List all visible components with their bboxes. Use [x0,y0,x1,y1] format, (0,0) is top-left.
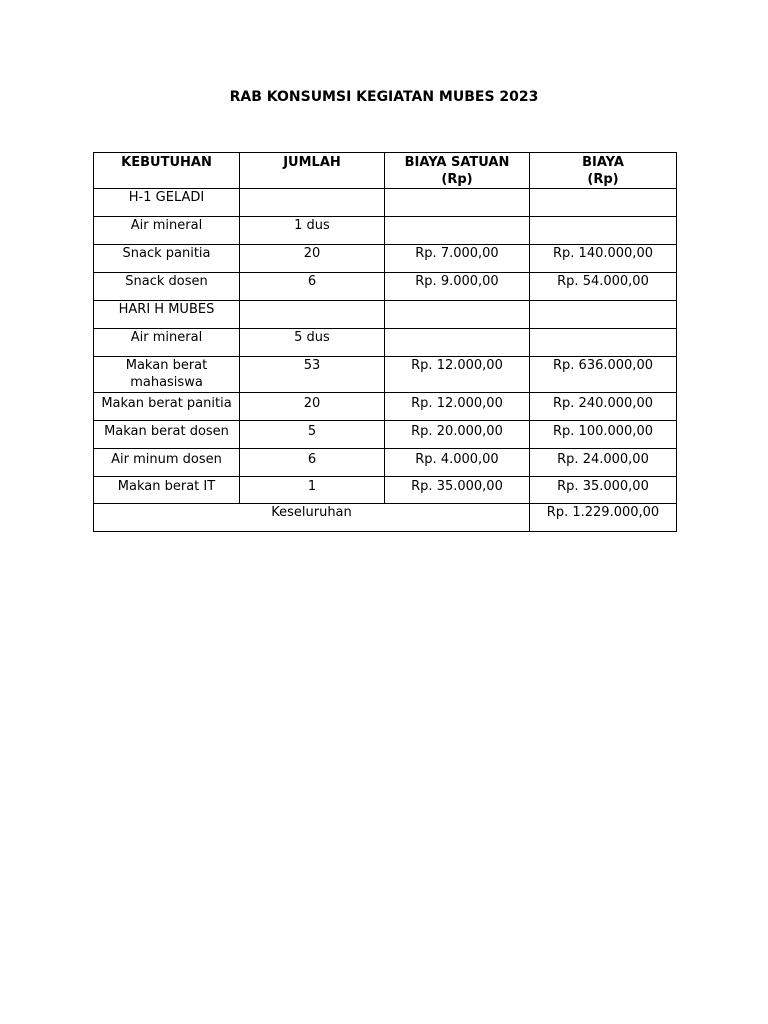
cell-biaya: Rp. 54.000,00 [530,273,677,301]
table-cell-empty [385,301,530,329]
cell-biaya: Rp. 35.000,00 [530,477,677,504]
header-kebutuhan: KEBUTUHAN [94,153,240,189]
cell-jumlah: 20 [240,245,385,273]
cell-kebutuhan: Makan berat IT [94,477,240,504]
cell-jumlah: 5 [240,421,385,449]
header-biaya-satuan-line2: (Rp) [441,172,473,187]
cell-biaya-satuan: Rp. 9.000,00 [385,273,530,301]
total-label: Keseluruhan [94,504,530,532]
table-cell-empty [530,189,677,217]
table-row [94,421,677,449]
section-title: H-1 GELADI [94,189,240,217]
header-biaya-line1: BIAYA [582,155,624,170]
cell-biaya-satuan: Rp. 4.000,00 [385,449,530,477]
table-row [94,329,677,357]
cell-kebutuhan: Makan berat panitia [94,393,240,421]
cell-kebutuhan: Snack panitia [94,245,240,273]
header-jumlah: JUMLAH [240,153,385,189]
cell-biaya: Rp. 100.000,00 [530,421,677,449]
table-row [94,245,677,273]
table-row [94,449,677,477]
page-title: RAB KONSUMSI KEGIATAN MUBES 2023 [229,89,539,105]
cell-jumlah: 6 [240,273,385,301]
header-biaya-satuan [385,153,530,189]
section-row [94,301,677,329]
cell-kebutuhan: Makan berat mahasiswa [94,357,240,393]
cell-biaya: Rp. 636.000,00 [530,357,677,393]
cell-biaya-satuan [385,217,530,245]
cell-biaya: Rp. 240.000,00 [530,393,677,421]
cell-biaya-satuan: Rp. 12.000,00 [385,357,530,393]
header-biaya-satuan-line1: BIAYA SATUAN [404,155,510,170]
cell-biaya-satuan: Rp. 35.000,00 [385,477,530,504]
cell-kebutuhan: Snack dosen [94,273,240,301]
table-header-row [94,153,677,189]
cell-jumlah: 53 [240,357,385,393]
table-row [94,393,677,421]
cell-kebutuhan: Air minum dosen [94,449,240,477]
section-title: HARI H MUBES [94,301,240,329]
table-row [94,357,677,393]
cell-biaya [530,217,677,245]
total-row [94,504,677,532]
cell-jumlah: 1 dus [240,217,385,245]
table-cell-empty [240,301,385,329]
table-row [94,477,677,504]
cell-biaya-satuan: Rp. 12.000,00 [385,393,530,421]
cell-biaya-satuan: Rp. 7.000,00 [385,245,530,273]
total-value: Rp. 1.229.000,00 [530,504,677,532]
cell-jumlah: 1 [240,477,385,504]
table-cell-empty [530,301,677,329]
table-cell-empty [240,189,385,217]
cell-biaya-satuan [385,329,530,357]
budget-table [93,152,677,532]
table-row [94,217,677,245]
cell-biaya: Rp. 24.000,00 [530,449,677,477]
cell-jumlah: 6 [240,449,385,477]
cell-kebutuhan: Air mineral [94,329,240,357]
cell-kebutuhan: Air mineral [94,217,240,245]
cell-kebutuhan: Makan berat dosen [94,421,240,449]
cell-jumlah: 20 [240,393,385,421]
header-biaya-line2: (Rp) [587,172,619,187]
cell-biaya-satuan: Rp. 20.000,00 [385,421,530,449]
cell-biaya [530,329,677,357]
cell-biaya: Rp. 140.000,00 [530,245,677,273]
cell-jumlah: 5 dus [240,329,385,357]
section-row [94,189,677,217]
table-cell-empty [385,189,530,217]
table-row [94,273,677,301]
header-biaya [530,153,677,189]
